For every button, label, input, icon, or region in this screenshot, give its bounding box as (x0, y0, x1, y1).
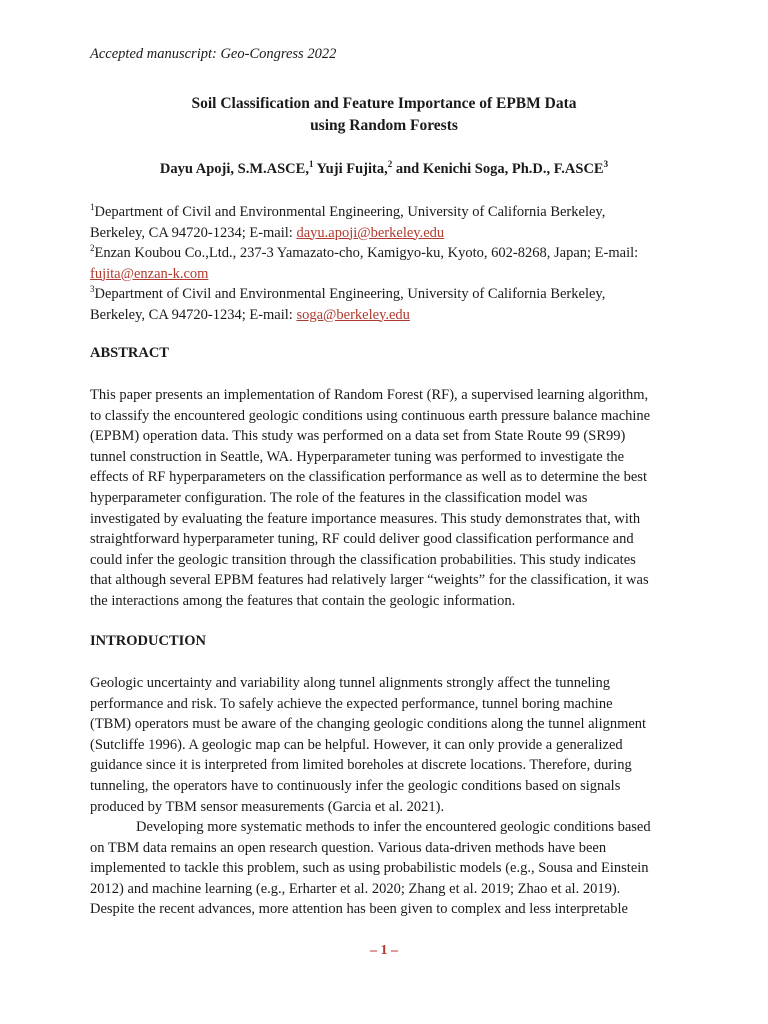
affiliation-1-mark: 1 (90, 202, 95, 213)
author-1: Dayu Apoji, S.M.ASCE, (159, 161, 309, 177)
intro-line: 2012) and machine learning (e.g., Erharter et al. 2020; Zhang et al. 2019; Zhao et al. 2019). (90, 880, 621, 897)
affiliation-2-line-2 (90, 264, 690, 285)
abstract-line: This paper presents an implementation of Random Forest (RF), a supervised learning algorithm, (90, 387, 649, 403)
abstract-line: (EPBM) operation data. This study was performed on a data set from State Route 99 (SR99) (90, 428, 626, 445)
email-link-fujita[interactable]: fujita@enzan-k.com (90, 265, 209, 282)
title-line-2: using Random Forests (310, 117, 458, 134)
intro-line: (TBM) operators must be aware of the changing geologic conditions along the tunnel alignment (90, 716, 647, 733)
affiliation-1-text: Department of Civil and Environmental Engineering, University of California Berkeley, (94, 204, 606, 220)
intro-line: Developing more systematic methods to infer the encountered geologic conditions based (136, 819, 651, 835)
introduction-heading: INTRODUCTION (90, 633, 207, 649)
affiliation-2-mark: 2 (90, 243, 95, 254)
intro-line: implemented to tackle this problem, such as using probabilistic models (e.g., Sousa and Einstein (90, 860, 649, 877)
abstract-line: investigated by evaluating the feature importance measures. This study demonstrates that, with (90, 510, 641, 527)
abstract-heading: ABSTRACT (90, 345, 169, 361)
affiliation-1-line-1 (90, 202, 690, 223)
abstract-line: that although several EPBM features had relatively larger “weights” for the classification, it was (90, 572, 649, 589)
abstract-line: to classify the encountered geologic conditions using continuous earth pressure balance machine (90, 407, 651, 424)
author-2-affiliation-mark: 2 (387, 159, 393, 170)
abstract-line: the interactions among the features that contain the geologic information. (90, 592, 516, 609)
email-link-apoji[interactable]: dayu.apoji@berkeley.edu (296, 224, 445, 241)
abstract-line: effects of RF hyperparameters on the classification performance as well as to determine the best (90, 469, 647, 486)
intro-line: guidance since it is interpreted from limited boreholes at discrete locations. Therefore, during (90, 757, 632, 774)
affiliation-3-address: Berkeley, CA 94720-1234; E-mail: (90, 306, 297, 323)
affiliation-2-text: Enzan Koubou Co.,Ltd., 237-3 Yamazato-cho, Kamigyo-ku, Kyoto, 602-8268, Japan; E-mail: (94, 245, 639, 261)
affiliation-1-line-2 (90, 223, 690, 244)
abstract-line: hyperparameter configuration. The role of the features in the classification model was (90, 489, 588, 506)
affiliation-3-mark: 3 (90, 284, 95, 295)
manuscript-header: Accepted manuscript: Geo-Congress 2022 (90, 46, 337, 62)
intro-line: Despite the recent advances, more attention has been given to complex and less interpretable (90, 901, 628, 918)
author-3: and Kenichi Soga, Ph.D., F.ASCE (392, 161, 604, 177)
affiliation-1-address: Berkeley, CA 94720-1234; E-mail: (90, 224, 297, 241)
page-number: – 1 – (370, 943, 398, 958)
author-1-affiliation-mark: 1 (308, 159, 314, 170)
author-3-affiliation-mark: 3 (603, 159, 609, 170)
title-line-1: Soil Classification and Feature Importance of EPBM Data (191, 95, 577, 112)
email-link-soga[interactable]: soga@berkeley.edu (296, 306, 410, 323)
introduction-paragraph-1 (90, 673, 680, 817)
introduction-paragraph-2 (90, 817, 680, 920)
abstract-line: straightforward hyperparameter tuning, RF could deliver good classification performance and (90, 531, 634, 548)
intro-line: on TBM data remains an open research question. Various data-driven methods have been (90, 839, 607, 856)
affiliation-3-line-2 (90, 305, 690, 326)
intro-line: produced by TBM sensor measurements (Garcia et al. 2021). (90, 798, 445, 815)
intro-line: tunneling, the operators have to continuously infer the geologic conditions based on signals (90, 777, 621, 794)
intro-line: performance and risk. To safely achieve the expected performance, tunnel boring machine (90, 695, 613, 712)
intro-line: Geologic uncertainty and variability along tunnel alignments strongly affect the tunneling (90, 675, 610, 691)
abstract-line: tunnel construction in Seattle, WA. Hyperparameter tuning was performed to investigate the (90, 448, 625, 465)
intro-line: (Sutcliffe 1996). A geologic map can be helpful. However, it can only provide a generalized (90, 736, 623, 753)
affiliations (90, 202, 690, 325)
abstract-body (90, 385, 680, 612)
affiliation-3-text: Department of Civil and Environmental Engineering, University of California Berkeley, (94, 286, 606, 302)
affiliation-3-line-1 (90, 284, 690, 305)
abstract-line: could infer the geologic transition through the classification probabilities. This study indicates (90, 551, 636, 568)
paper-title (0, 93, 768, 137)
affiliation-2-line-1 (90, 243, 690, 264)
author-2: Yuji Fujita, (313, 161, 388, 177)
author-list (0, 161, 768, 178)
